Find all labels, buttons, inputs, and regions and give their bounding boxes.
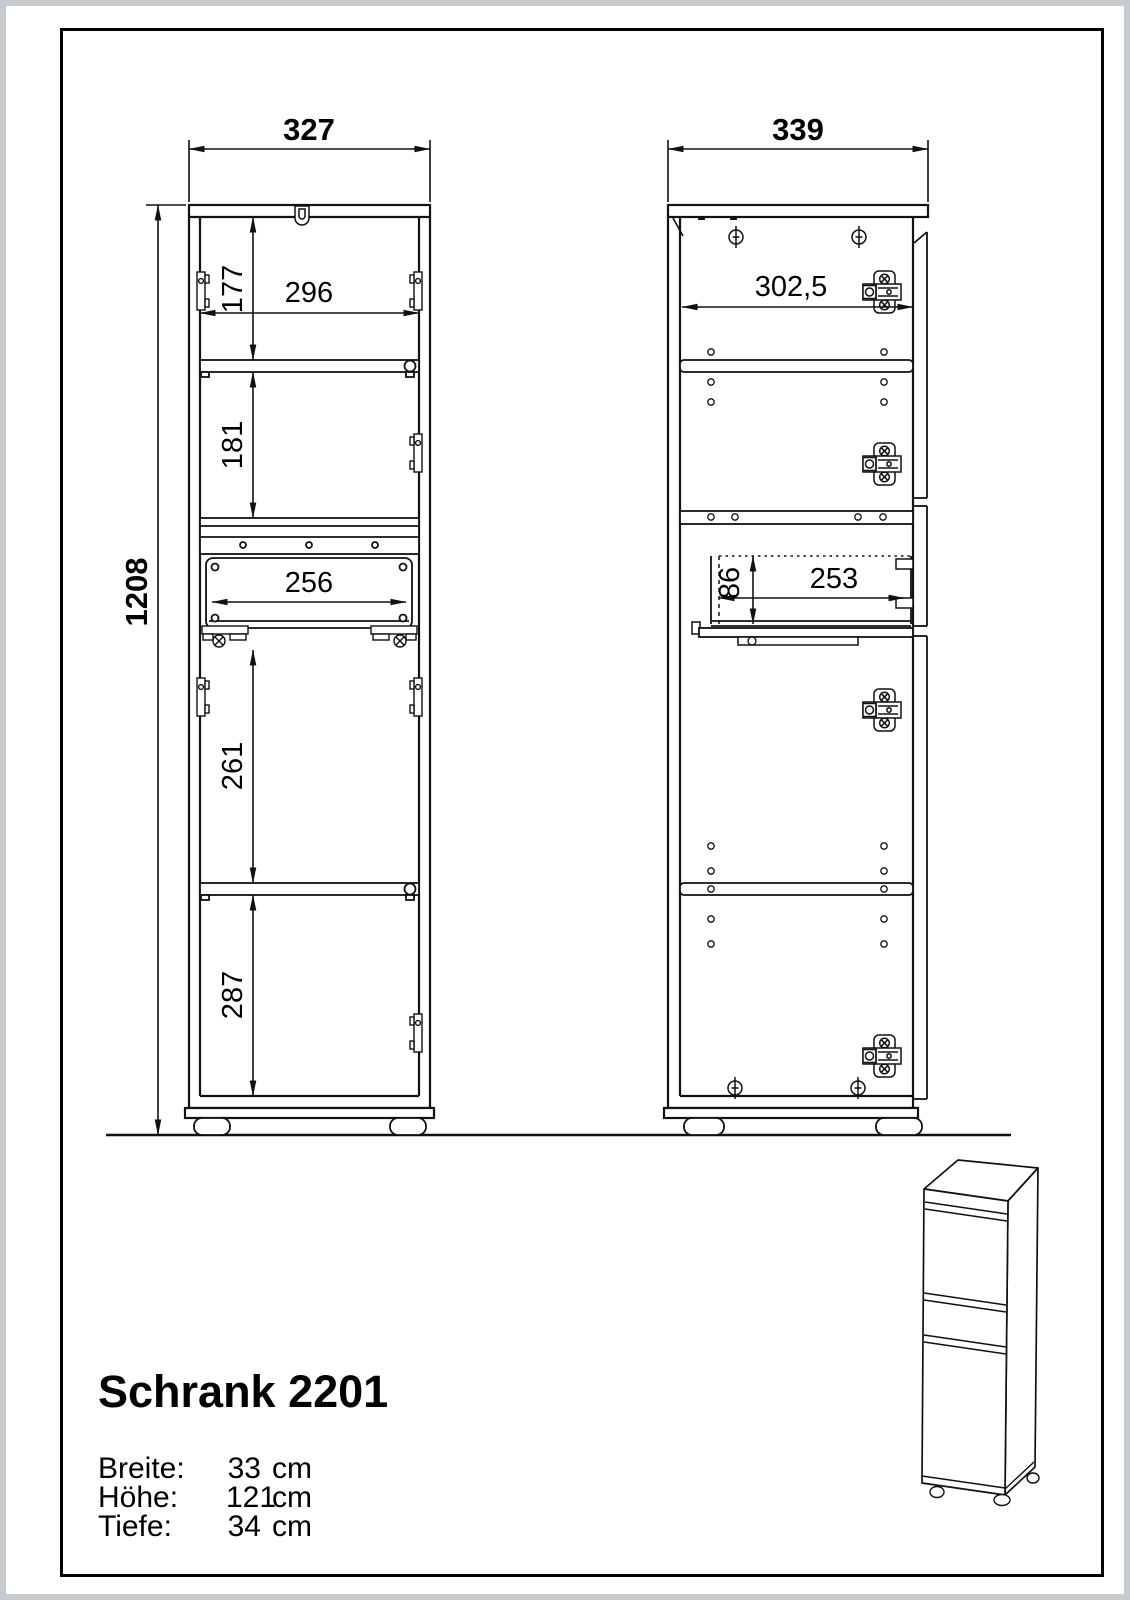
spec-unit: cm xyxy=(272,1452,312,1485)
dim-label-front-width: 327 xyxy=(283,112,335,147)
iso-side-face xyxy=(1005,1168,1038,1495)
spec-unit: cm xyxy=(272,1510,312,1543)
hinge-icon xyxy=(863,1035,901,1077)
spec-value: 121 xyxy=(226,1481,277,1514)
dim-label-top-compartment: 177 xyxy=(217,264,249,314)
hinge-icon xyxy=(863,689,901,731)
dim-label-bottom-compartment: 287 xyxy=(217,970,249,1020)
spec-table xyxy=(98,1454,312,1541)
dim-label-drawer-depth: 253 xyxy=(809,563,859,595)
hinge-icon xyxy=(863,443,901,485)
shelf-pin-holes xyxy=(708,349,887,947)
dim-label-middle-compartment: 181 xyxy=(217,420,249,470)
spec-label: Tiefe: xyxy=(98,1510,172,1543)
dim-label-side-depth: 339 xyxy=(772,112,824,147)
spec-row-breite xyxy=(98,1454,312,1483)
side-view xyxy=(664,205,928,1135)
keyhole-icon xyxy=(295,206,309,225)
spec-label: Höhe: xyxy=(98,1481,179,1514)
iso-front-face xyxy=(922,1189,1008,1495)
spec-unit: cm xyxy=(272,1481,312,1514)
foot xyxy=(876,1118,922,1135)
foot xyxy=(194,1118,230,1135)
dim-side-depth xyxy=(668,140,928,202)
foot xyxy=(684,1118,724,1135)
dim-front-height xyxy=(146,205,186,1135)
spec-value: 33 xyxy=(227,1452,261,1485)
dim-label-front-height: 1208 xyxy=(119,557,154,627)
dim-label-drawer-width: 256 xyxy=(284,567,334,599)
spec-label: Breite: xyxy=(98,1452,185,1485)
spec-row-tiefe xyxy=(98,1512,312,1541)
screw-icon xyxy=(852,226,866,248)
dim-label-lower-compartment: 261 xyxy=(217,741,249,791)
isometric-view xyxy=(922,1160,1039,1506)
side-carcass xyxy=(664,205,928,1135)
dim-front-width xyxy=(189,140,430,202)
spec-value: 34 xyxy=(227,1510,261,1543)
foot xyxy=(390,1118,426,1135)
technical-drawing xyxy=(6,6,1130,1600)
dim-label-inner-width: 296 xyxy=(284,277,334,309)
dim-label-inner-depth: 302,5 xyxy=(754,271,828,303)
spec-row-hoehe xyxy=(98,1483,312,1512)
title-block xyxy=(98,1366,389,1417)
dim-label-drawer-height: 86 xyxy=(714,566,746,600)
side-door-edges xyxy=(913,232,927,1099)
screw-icon xyxy=(729,226,743,248)
page-title: Schrank 2201 xyxy=(98,1366,389,1417)
